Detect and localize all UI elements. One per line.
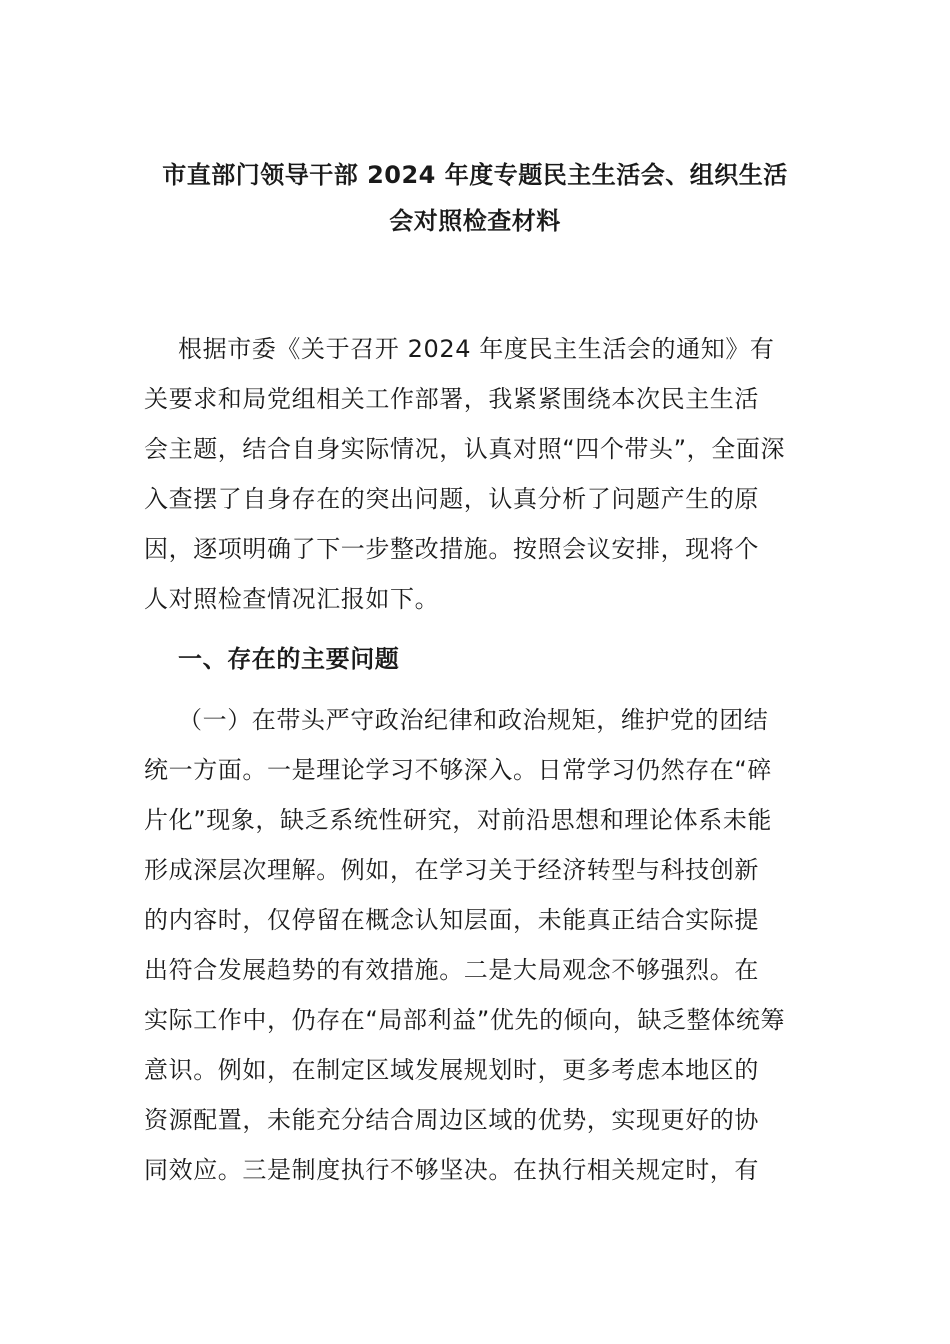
paragraph-line: 的内容时，仅停留在概念认知层面，未能真正结合实际提 [144,906,759,934]
paragraph-line: 实际工作中，仍存在“局部利益”优先的倾向，缺乏整体统筹 [144,1006,786,1034]
title-line-2: 会对照检查材料 [389,207,561,235]
paragraph-line: 同效应。三是制度执行不够坚决。在执行相关规定时，有 [144,1156,759,1184]
paragraph-line: 入查摆了自身存在的突出问题，认真分析了问题产生的原 [144,485,759,513]
paragraph-line: （一）在带头严守政治纪律和政治规矩，维护党的团结 [178,706,769,734]
document-title [140,152,810,244]
paragraph-line: 形成深层次理解。例如，在学习关于经济转型与科技创新 [144,856,759,884]
section-1-paragraph [144,695,808,1195]
paragraph-line: 统一方面。一是理论学习不够深入。日常学习仍然存在“碎 [144,756,773,784]
paragraph-line: 会主题，结合自身实际情况，认真对照“四个带头”，全面深 [144,435,786,463]
paragraph-line: 因，逐项明确了下一步整改措施。按照会议安排，现将个 [144,535,759,563]
paragraph-line: 资源配置，未能充分结合周边区域的优势，实现更好的协 [144,1106,759,1134]
paragraph-line: 意识。例如，在制定区域发展规划时，更多考虑本地区的 [144,1056,759,1084]
paragraph-line: 片化”现象，缺乏系统性研究，对前沿思想和理论体系未能 [144,806,773,834]
section-1-heading: 一、存在的主要问题 [178,645,400,673]
paragraph-line: 关要求和局党组相关工作部署，我紧紧围绕本次民主生活 [144,385,759,413]
section-heading [144,634,808,684]
paragraph-line: 出符合发展趋势的有效措施。二是大局观念不够强烈。在 [144,956,759,984]
paragraph-line: 根据市委《关于召开 2024 年度民主生活会的通知》有 [178,335,775,363]
intro-paragraph [144,324,808,624]
title-line-1: 市直部门领导干部 2024 年度专题民主生活会、组织生活 [162,161,788,189]
paragraph-line: 人对照检查情况汇报如下。 [144,585,440,613]
